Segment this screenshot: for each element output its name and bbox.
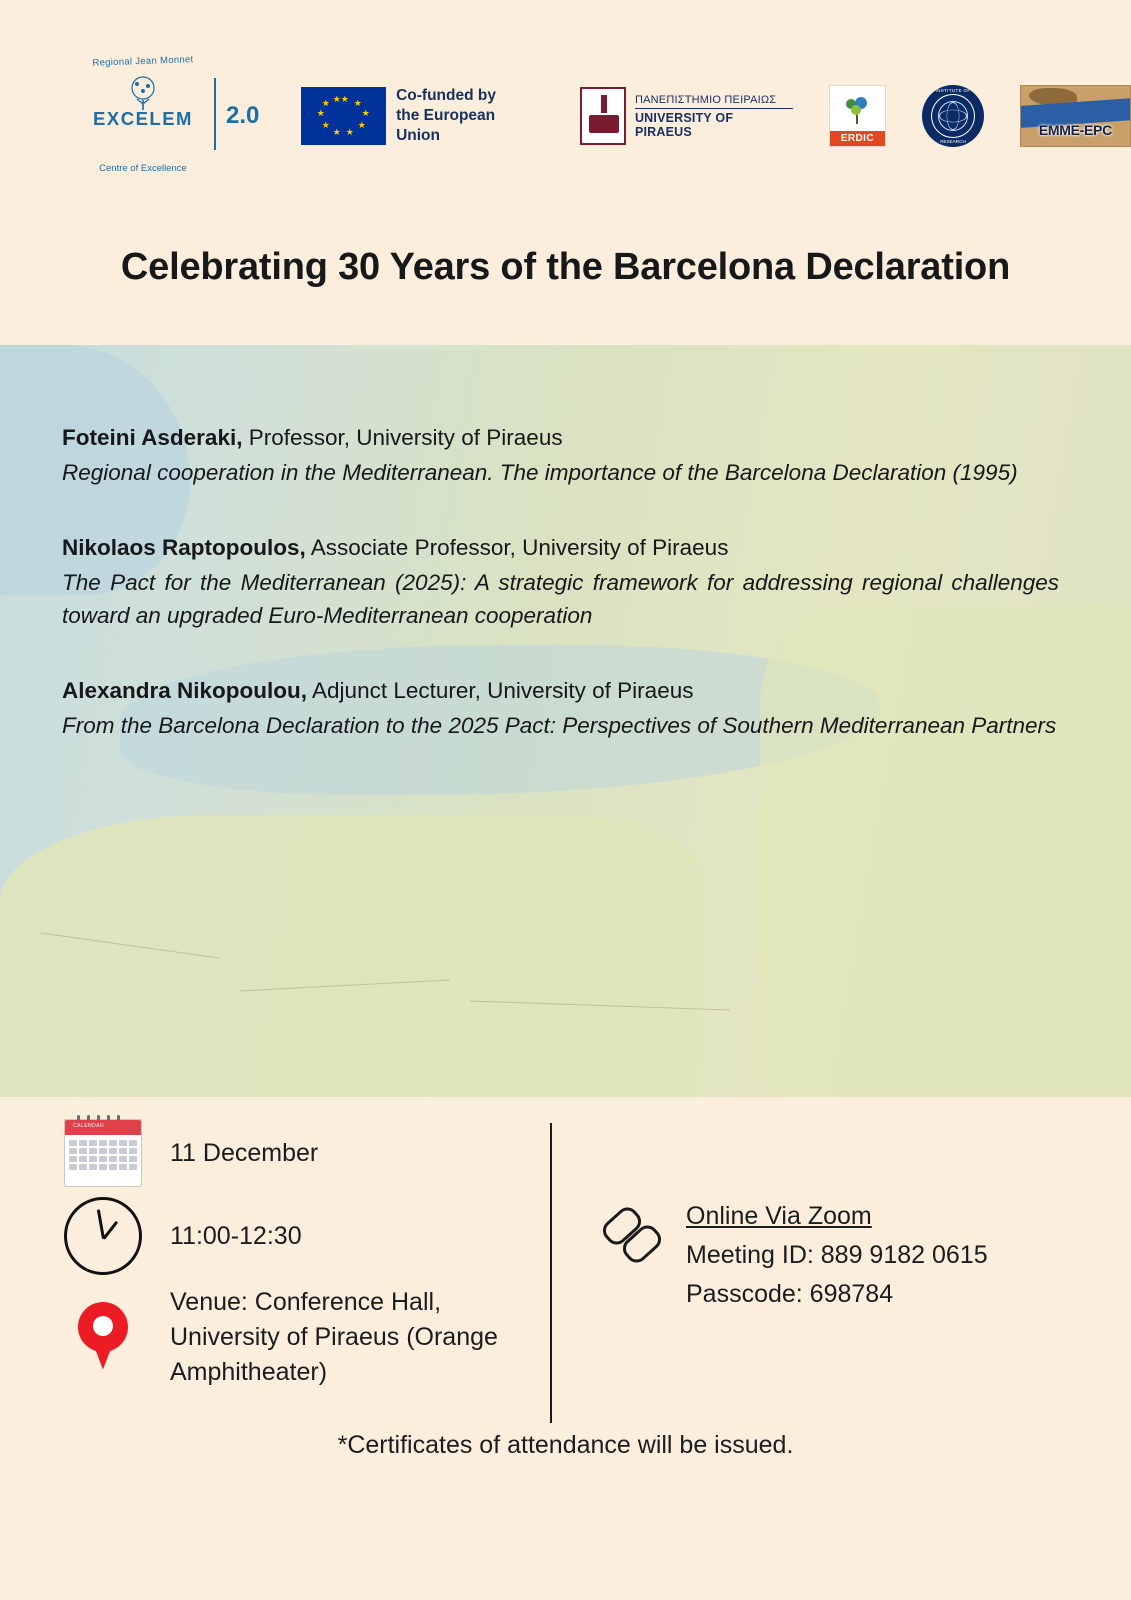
details-left-column <box>60 1119 540 1400</box>
time-row <box>60 1197 540 1275</box>
seal-bottom-text: RESEARCH <box>940 139 966 144</box>
seal-top-text: INSTITUTE OF <box>935 88 971 93</box>
zoom-link-heading[interactable]: Online Via Zoom <box>686 1202 872 1230</box>
excelem-logo <box>78 52 260 180</box>
link-icon <box>598 1201 664 1267</box>
vertical-divider <box>550 1123 552 1423</box>
speaker-entry <box>62 676 1059 742</box>
excelem-divider <box>214 78 216 150</box>
certificate-note: *Certificates of attendance will be issued. <box>337 1431 794 1459</box>
excelem-bottom-text: Centre of Excellence <box>99 163 187 174</box>
location-pin-icon <box>78 1302 128 1374</box>
calendar-icon: CALENDAR <box>64 1119 142 1187</box>
seal-inner-ring <box>931 94 975 138</box>
excelem-wordmark: EXCELEM <box>93 108 193 129</box>
location-pin-icon-box <box>60 1302 146 1374</box>
erdic-logo <box>829 85 887 147</box>
erdic-tree-icon <box>837 90 877 135</box>
piraeus-crest-icon <box>580 87 626 145</box>
clock-icon-box <box>60 1197 146 1275</box>
online-details <box>686 1197 988 1313</box>
speaker-role: Adjunct Lecturer, University of Piraeus <box>307 678 694 704</box>
event-date: 11 December <box>170 1138 319 1167</box>
event-details-section <box>0 1097 1131 1600</box>
piraeus-rule <box>635 108 793 109</box>
logo-bar <box>0 0 1131 232</box>
event-time: 11:00-12:30 <box>170 1221 302 1250</box>
erdic-label: ERDIC <box>830 131 886 146</box>
clock-icon <box>64 1197 142 1275</box>
map-background-panel <box>0 345 1131 1097</box>
page-title: Celebrating 30 Years of the Barcelona Declaration <box>120 246 1011 288</box>
emme-epc-logo <box>1020 85 1131 147</box>
globe-icon <box>938 101 968 131</box>
institute-seal-logo <box>922 85 984 147</box>
excelem-version: 2.0 <box>226 102 260 129</box>
speaker-name-role <box>62 676 1059 706</box>
details-columns <box>0 1119 1131 1423</box>
university-of-piraeus-logo <box>580 87 792 145</box>
speaker-name: Alexandra Nikopoulou, <box>62 678 308 704</box>
eu-flag-icon: ★ ★ ★ ★ ★ ★ ★ ★ ★ ★ <box>301 87 386 145</box>
speaker-name-role <box>62 423 1059 453</box>
speaker-talk-title: From the Barcelona Declaration to the 2025 Pact: Perspectives of Southern Mediterranean Partners <box>62 712 1057 738</box>
title-section <box>0 232 1131 289</box>
calendar-icon-box <box>60 1119 146 1187</box>
excelem-top-text: Regional Jean Monnet <box>92 54 194 69</box>
venue-row <box>60 1285 540 1390</box>
date-row <box>60 1119 540 1187</box>
piraeus-greek-name: ΠΑΝΕΠΙΣΤΗΜΙΟ ΠΕΙΡΑΙΩΣ <box>634 93 777 106</box>
speaker-role: Associate Professor, University of Piraeus <box>305 535 729 561</box>
speaker-entry <box>62 533 1059 632</box>
eu-logo <box>301 86 543 146</box>
speaker-role: Professor, University of Piraeus <box>242 425 563 450</box>
eu-funding-line2: the European Union <box>396 106 496 145</box>
details-right-column <box>598 1119 1071 1313</box>
speaker-name: Foteini Asderaki, <box>62 425 243 450</box>
emme-epc-label: EMME-EPC <box>1038 122 1112 138</box>
zoom-passcode: Passcode: 698784 <box>686 1279 894 1308</box>
speaker-talk-title: The Pact for the Mediterranean (2025): A strategic framework for addressing regional challenges toward an upgraded Euro-Mediterranean cooperation <box>62 570 1059 628</box>
zoom-meeting-id: Meeting ID: 889 9182 0615 <box>686 1240 988 1269</box>
piraeus-english-name: UNIVERSITY OF PIRAEUS <box>634 110 734 139</box>
eu-funding-line1: Co-funded by <box>396 86 496 104</box>
speakers-list <box>0 345 1131 743</box>
speaker-entry <box>62 423 1059 489</box>
eu-funding-text <box>396 86 542 146</box>
event-venue: Venue: Conference Hall, University of Piraeus (Orange Amphitheater) <box>170 1288 498 1386</box>
speaker-name-role <box>62 533 1059 563</box>
map-africa-shape <box>0 815 700 1097</box>
speaker-name: Nikolaos Raptopoulos, <box>62 535 306 561</box>
speaker-talk-title: Regional cooperation in the Mediterranean. The importance of the Barcelona Declaration (1995) <box>62 459 1018 485</box>
